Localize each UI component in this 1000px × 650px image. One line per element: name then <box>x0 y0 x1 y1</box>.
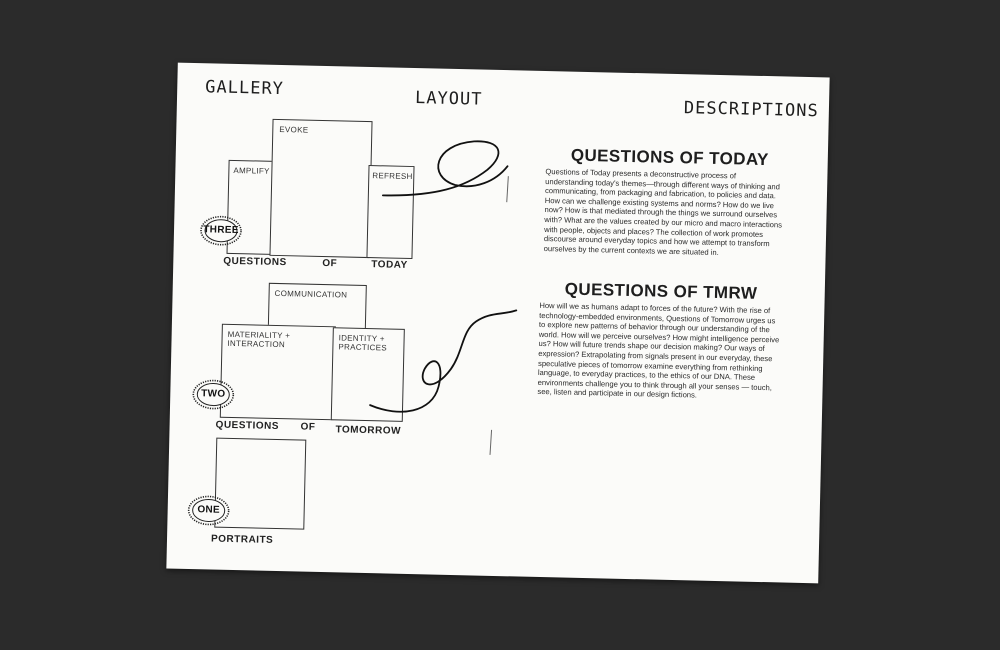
body-questions-tmrw: How will we as humans adapt to forces of the future? With the rise of technology-embedded environments, Questions of Tomorrow urges us to explore new patterns of behavior through our understanding of the world. How will we perceive ourselves? How might intelligence perceive us? How will future trends shape our decision making? Our ways of expression? Extrapolating from signals present in our everyday, these speculative pieces of tomorrow examine everything from rethinking language, to everyday practices, to the ethics of our DNA. These environments challenge you to think through all your senses — touch, see, listen and participate in our design fictions. <box>537 300 780 400</box>
header-gallery: GALLERY <box>205 77 285 100</box>
badge-three-text: THREE <box>203 224 239 237</box>
label-questions-today-3: TODAY <box>371 259 408 271</box>
box-materiality-label: MATERIALITY + INTERACTION <box>227 329 291 350</box>
label-questions-today-2: OF <box>322 258 338 270</box>
title-questions-tmrw: QUESTIONS OF TMRW <box>564 279 758 303</box>
box-evoke-label: EVOKE <box>279 124 309 135</box>
title-questions-today: QUESTIONS OF TODAY <box>570 145 770 170</box>
paper-sheet <box>166 63 829 584</box>
box-amplify-label: AMPLIFY <box>233 165 270 176</box>
box-communication-label: COMMUNICATION <box>274 288 348 300</box>
body-questions-today: Questions of Today presents a deconstructive process of understanding today's themes—through different ways of thinking and communicating, from packaging and fabrication, to policies and data. How can we challenge existing systems and norms? How do we live now? How is that mediated through the things we surround ourselves with? What are the values created by our micro and macro interactions with people, objects and places? The collection of work promotes discourse around everyday topics and how we attempt to transform ourselves by the current contexts we are situated in. <box>543 167 783 257</box>
badge-one-text: ONE <box>197 504 221 516</box>
badge-two-text: TWO <box>201 388 226 400</box>
label-questions-tmrw-1: QUESTIONS <box>215 419 280 433</box>
header-layout: LAYOUT <box>414 88 483 110</box>
label-questions-today-1: QUESTIONS <box>223 255 287 269</box>
box-identity-label: IDENTITY + PRACTICES <box>338 333 388 353</box>
header-descriptions: DESCRIPTIONS <box>683 98 819 122</box>
label-portraits: PORTRAITS <box>210 533 274 546</box>
label-questions-tmrw-3: TOMORROW <box>335 424 402 437</box>
box-refresh-label: REFRESH <box>372 171 413 182</box>
label-questions-tmrw-2: OF <box>300 421 316 433</box>
